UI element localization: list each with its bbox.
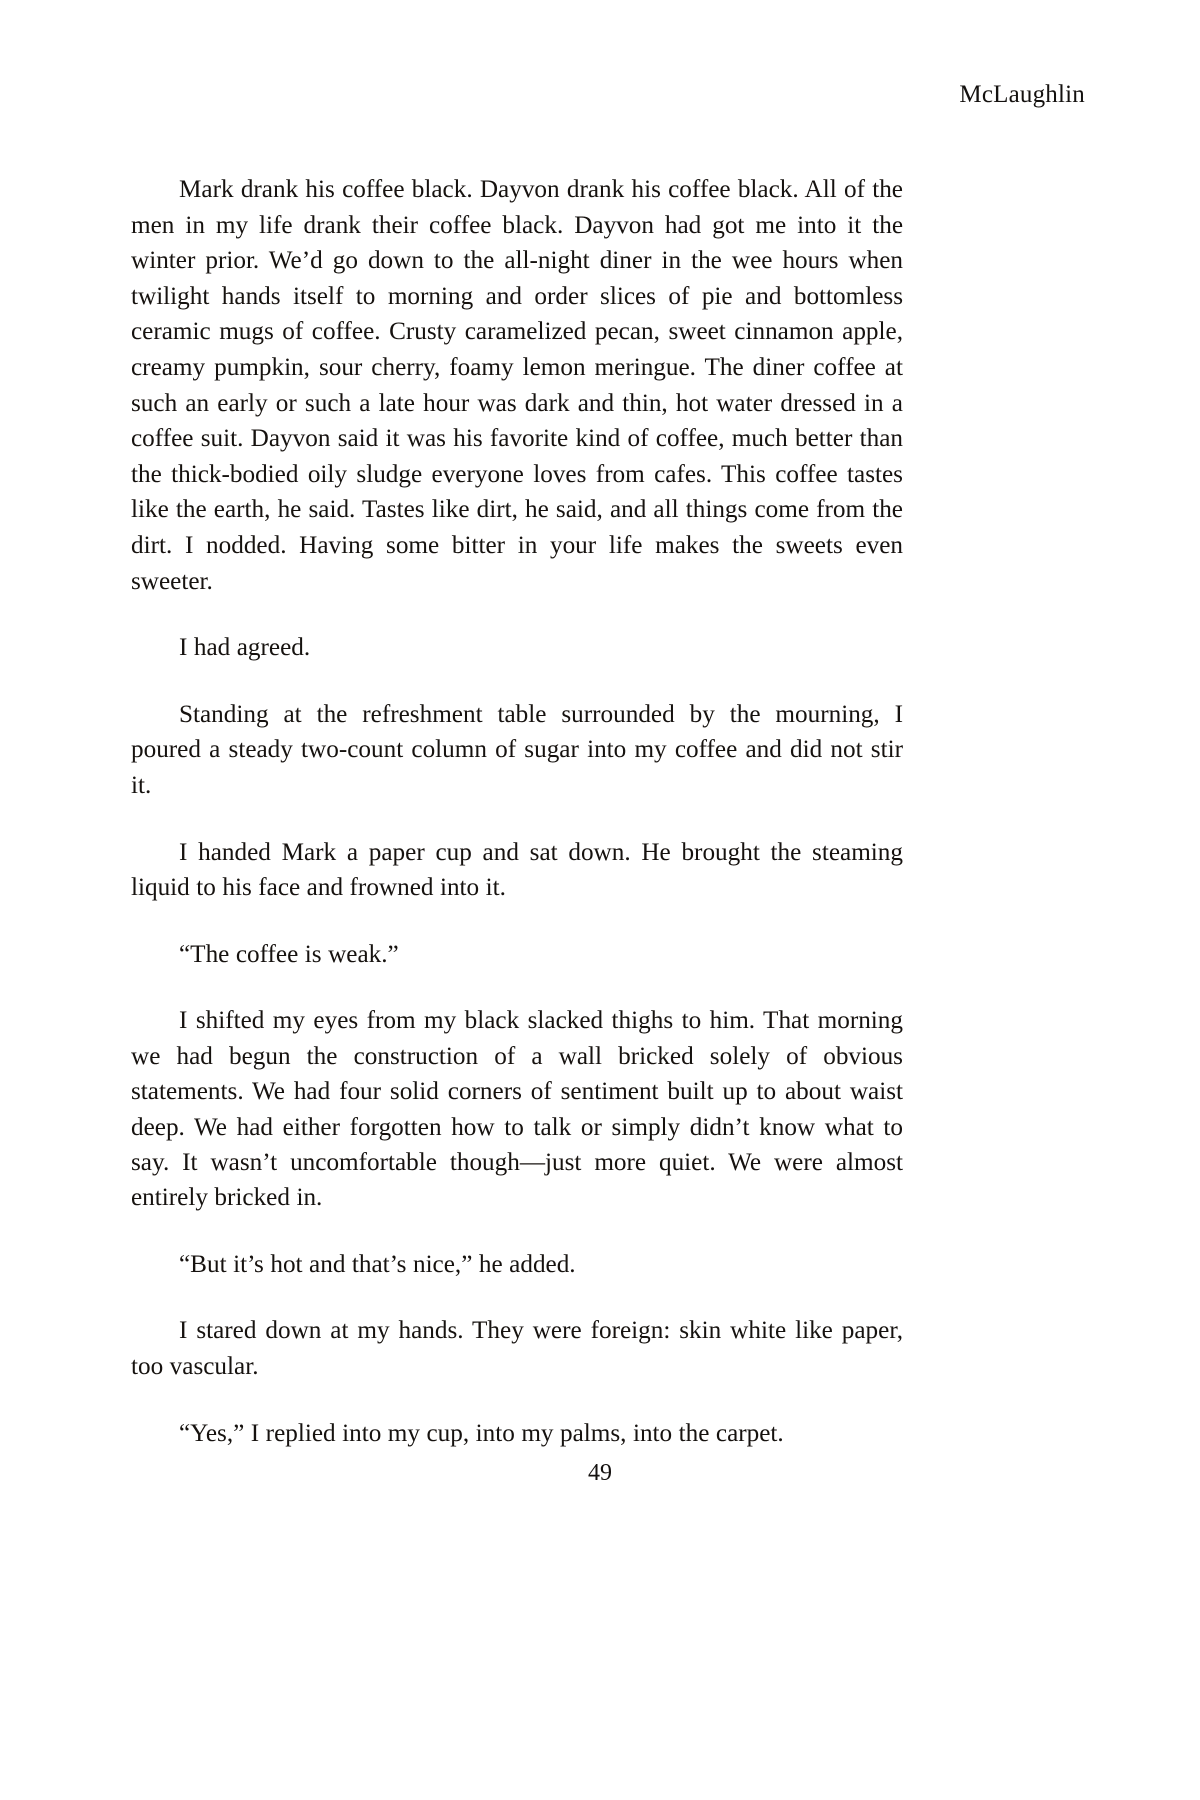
paragraph: Mark drank his coffee black. Dayvon drank his coffee black. All of the men in my life drank their coffee black. Dayvon had got me into it the winter prior. We’d go down to the all-night diner in the wee hours when twilight hands itself to morning and order slices of pie and bottomless ceramic mugs of coffee. Crusty caramelized pecan, sweet cinnamon apple, creamy pumpkin, sour cherry, foamy lemon meringue. The diner coffee at such an early or such a late hour was dark and thin, hot water dressed in a coffee suit. Dayvon said it was his favorite kind of coffee, much better than the thick-bodied oily sludge everyone loves from cafes. This coffee tastes like the earth, he said. Tastes like dirt, he said, and all things come from the dirt. I nodded. Having some bitter in your life makes the sweets even sweeter. (131, 176, 903, 595)
paragraph: I had agreed. (179, 634, 311, 662)
body-text-block (131, 172, 903, 1451)
running-head: McLaughlin (959, 81, 1085, 108)
paragraph: “Yes,” I replied into my cup, into my palms, into the carpet. (179, 1419, 784, 1447)
paragraph: “But it’s hot and that’s nice,” he added. (179, 1250, 576, 1278)
paragraph: Standing at the refreshment table surrounded by the mourning, I poured a steady two-count column of sugar into my coffee and did not stir it. (131, 700, 903, 799)
paragraph: I shifted my eyes from my black slacked thighs to him. That morning we had begun the construction of a wall bricked solely of obvious statements. We had four solid corners of sentiment built up to about waist deep. We had either forgotten how to talk or simply didn’t know what to say. It wasn’t uncomfortable though—just more quiet. We were almost entirely bricked in. (131, 1007, 903, 1212)
paragraph: I stared down at my hands. They were foreign: skin white like paper, too vascular. (131, 1317, 903, 1380)
paragraph: I handed Mark a paper cup and sat down. He brought the steaming liquid to his face and frowned into it. (131, 838, 903, 902)
page-number: 49 (588, 1460, 612, 1486)
paragraph: “The coffee is weak.” (179, 940, 399, 968)
